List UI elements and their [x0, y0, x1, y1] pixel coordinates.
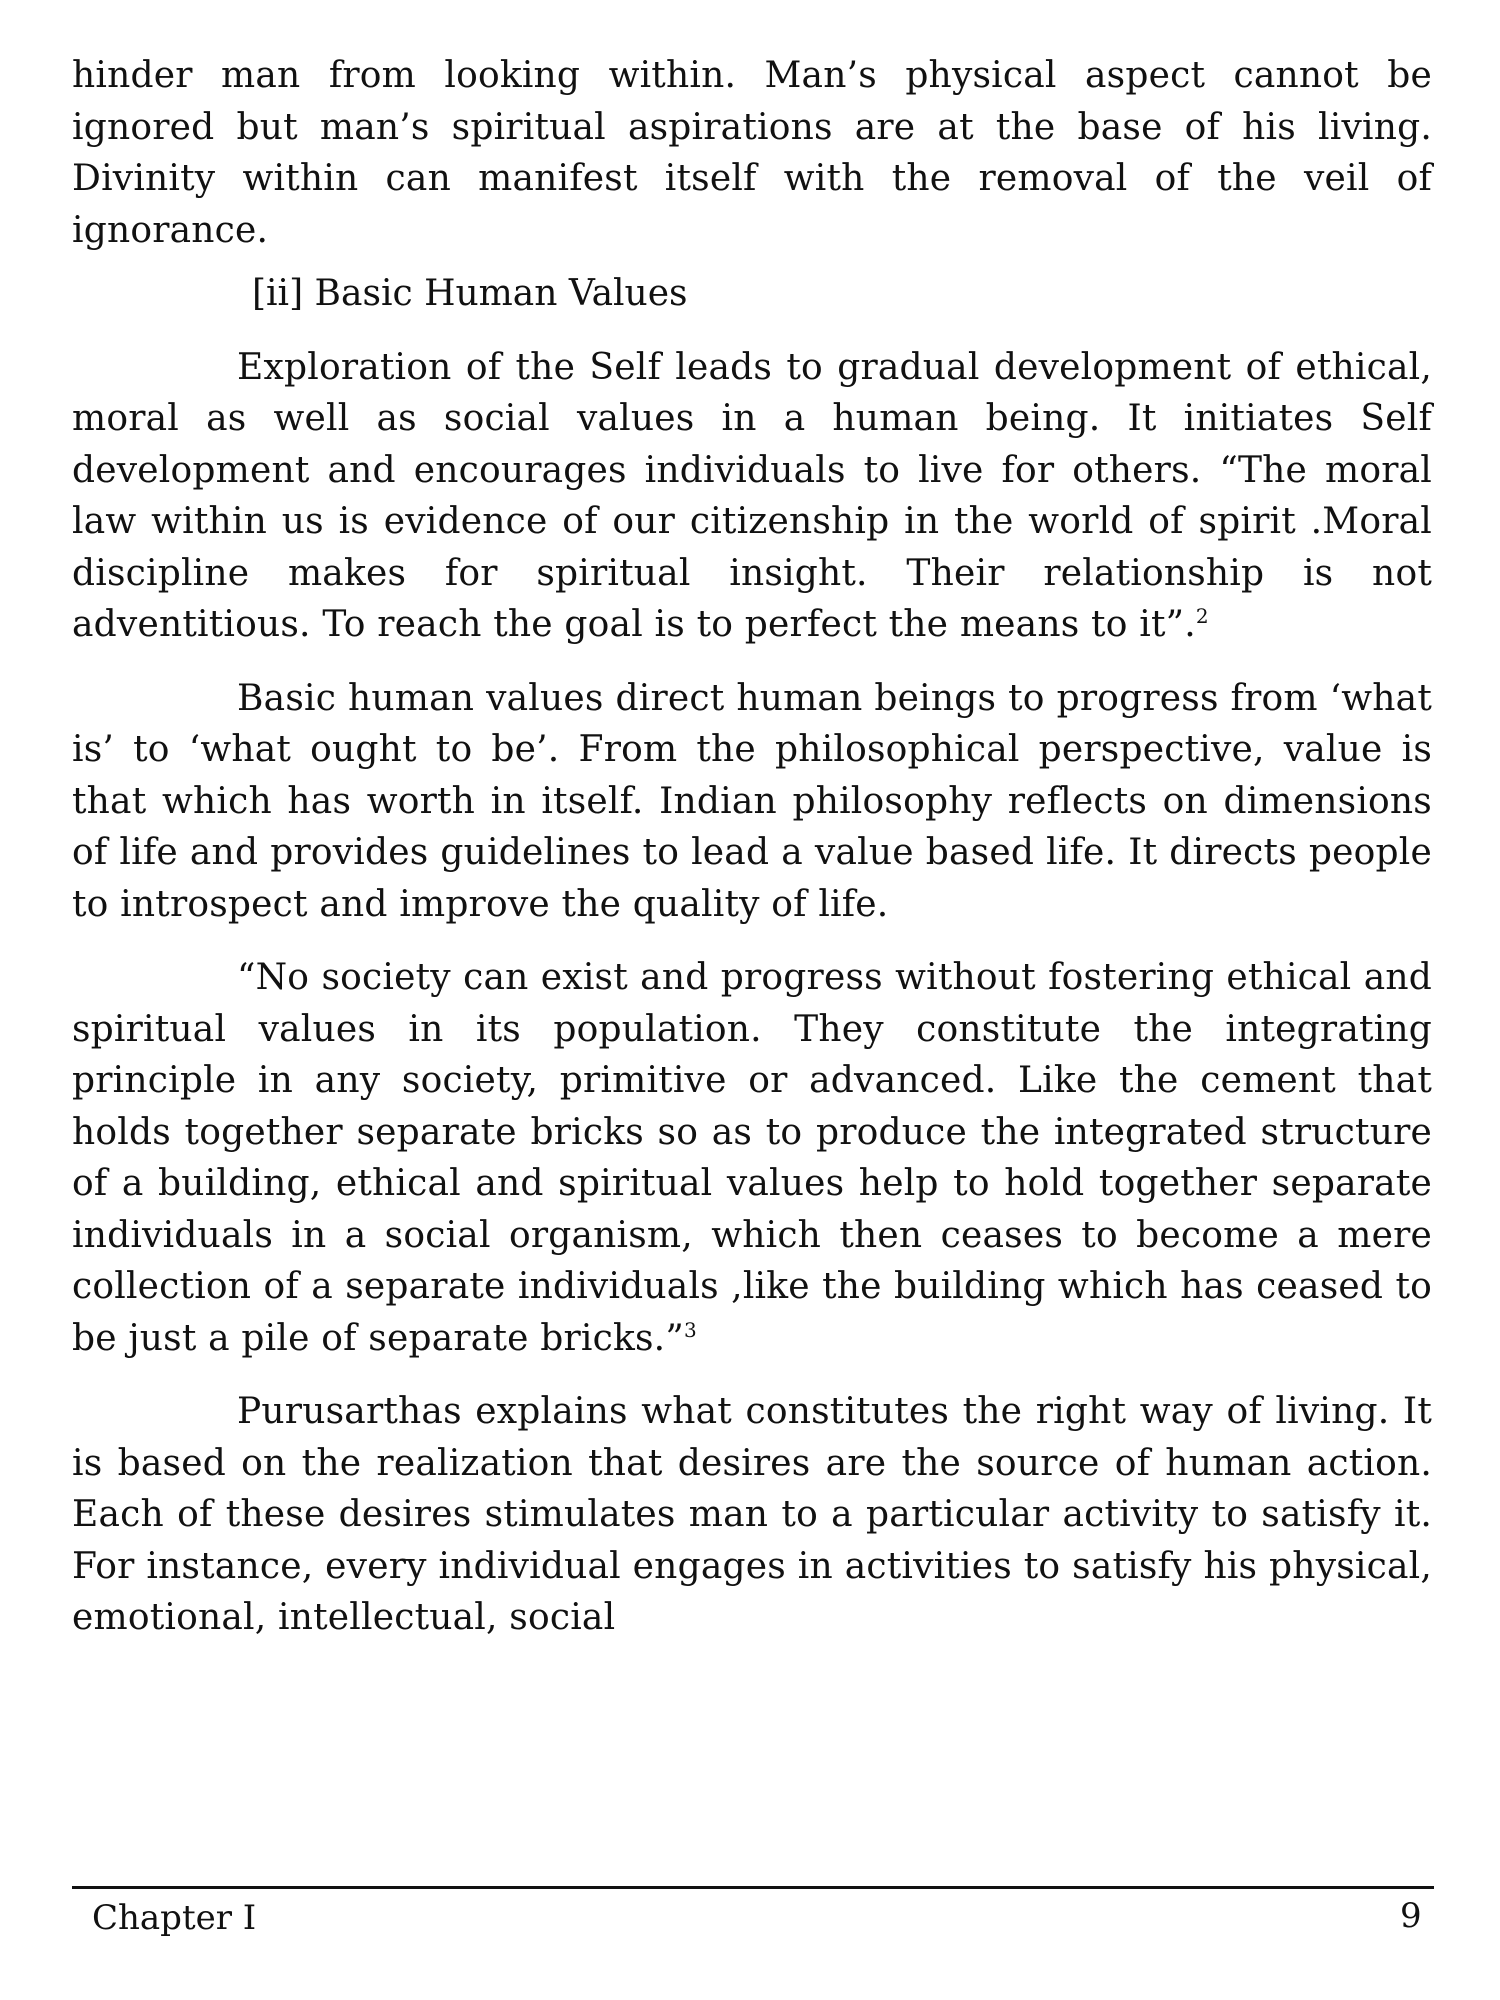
paragraph-exploration — [72, 342, 1432, 651]
paragraph-intro: hinder man from looking within. Man’s physical aspect cannot be ignored but man’s spiritual aspirations are at the base of his living. Divinity within can manifest itself with the removal of the veil of ignorance. — [72, 55, 1432, 251]
footer-chapter-label: Chapter I — [92, 1898, 257, 1938]
footnote-marker-3: 3 — [683, 1317, 697, 1342]
page-body — [72, 50, 1432, 1644]
paragraph-quote-society-text: “No society can exist and progress without fostering ethical and spiritual values in its population. They constitute the integrating principle in any society, primitive or advanced. Like the cement that holds together separate bricks so as to produce the integrated structure of a building, ethical and spiritual values help to hold together separate individuals in a social organism, which then ceases to become a mere collection of a separate individuals ,like the building which has ceased to be just a pile of separate bricks.” — [72, 957, 1432, 1359]
paragraph-quote-society — [72, 952, 1432, 1364]
paragraph-purusarthas: Purusarthas explains what constitutes the right way of living. It is based on the realization that desires are the source of human action. Each of these desires stimulates man to a particular activity to satisfy it. For instance, every individual engages in activities to satisfy his physical, emotional, intellectual, social — [72, 1391, 1432, 1638]
footer-divider — [72, 1886, 1434, 1889]
section-heading: [ii] Basic Human Values — [252, 273, 688, 314]
paragraph-exploration-text: Exploration of the Self leads to gradual development of ethical, moral as well as social values in a human being. It initiates Self development and encourages individuals to live for others. “The moral law within us is evidence of our citizenship in the world of spirit .Moral discipline makes for spiritual insight. Their relationship is not adventitious. To reach the goal is to perfect the means to it”. — [72, 346, 1432, 645]
paragraph-basic-values: Basic human values direct human beings to progress from ‘what is’ to ‘what ought to be’. From the philosophical perspective, value is that which has worth in itself. Indian philosophy reflects on dimensions of life and provides guidelines to lead a value based life. It directs people to introspect and improve the quality of life. — [72, 677, 1432, 925]
footer-page-number: 9 — [1400, 1896, 1422, 1936]
footnote-marker-2: 2 — [1195, 604, 1209, 628]
